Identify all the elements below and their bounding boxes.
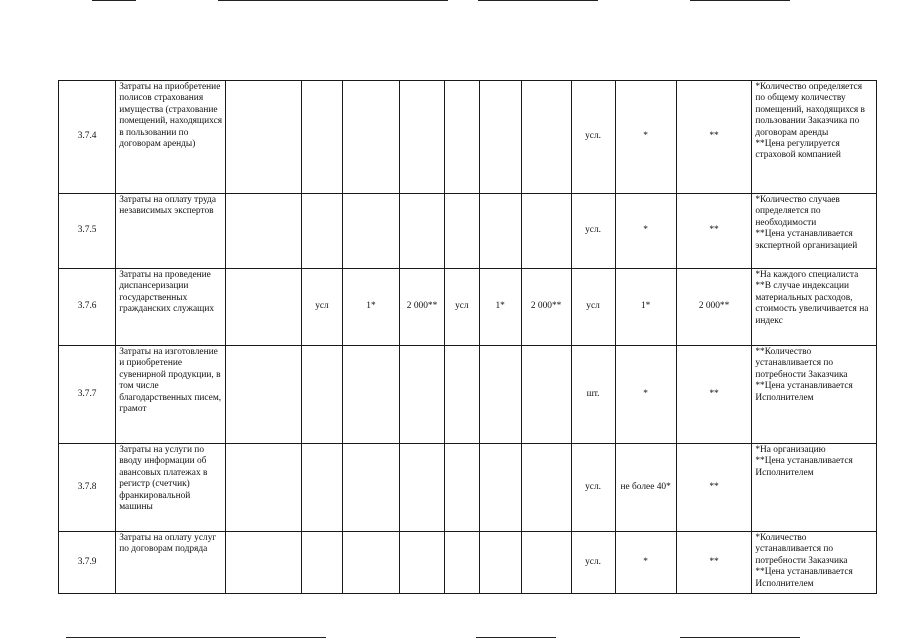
note-cell xyxy=(752,269,877,346)
empty-cell xyxy=(226,532,302,594)
quantity-cell-2 xyxy=(479,194,521,269)
row-number: 3.7.7 xyxy=(59,346,116,444)
note-cell xyxy=(752,346,877,444)
top-edge-line-right xyxy=(478,0,598,1)
empty-cell xyxy=(226,444,302,532)
unit-cell-3: усл. xyxy=(571,81,615,194)
note-text: **Количество устанавливается по потребности Заказчика **Цена устанавливается Исполнителем xyxy=(755,347,853,403)
price-cell-1: 2 000** xyxy=(400,269,445,346)
price-cell-2 xyxy=(521,532,571,594)
empty-cell xyxy=(226,346,302,444)
cost-norms-table xyxy=(58,80,877,594)
quantity-cell-3: * xyxy=(615,346,676,444)
table-row xyxy=(59,444,877,532)
empty-cell xyxy=(226,269,302,346)
price-cell-2 xyxy=(521,346,571,444)
note-cell xyxy=(752,444,877,532)
note-text: *Количество устанавливается по потребности Заказчика **Цена устанавливается Исполнителем xyxy=(755,533,853,589)
unit-cell-3: шт. xyxy=(571,346,615,444)
quantity-cell-1 xyxy=(342,81,399,194)
note-cell xyxy=(752,532,877,594)
quantity-cell-2 xyxy=(479,81,521,194)
unit-cell-3: усл. xyxy=(571,194,615,269)
quantity-cell-2 xyxy=(479,346,521,444)
price-cell-3: ** xyxy=(676,194,752,269)
unit-cell-2: усл xyxy=(444,269,479,346)
table-row xyxy=(59,81,877,194)
quantity-cell-3: * xyxy=(615,81,676,194)
note-cell xyxy=(752,81,877,194)
quantity-cell-1 xyxy=(342,532,399,594)
unit-cell-2 xyxy=(444,346,479,444)
note-text: *Количество определяется по общему количеству помещений, находящихся в пользовании Заказчика по договорам аренды **Цена регулируется страховой компанией xyxy=(755,82,865,161)
price-cell-1 xyxy=(400,81,445,194)
price-cell-1 xyxy=(400,444,445,532)
quantity-cell-1 xyxy=(342,346,399,444)
unit-cell-3: усл. xyxy=(571,444,615,532)
quantity-cell-1 xyxy=(342,444,399,532)
quantity-cell-2: 1* xyxy=(479,269,521,346)
note-text: *На организацию **Цена устанавливается Исполнителем xyxy=(755,445,853,478)
price-cell-3: 2 000** xyxy=(676,269,752,346)
table-body xyxy=(59,81,877,594)
price-cell-1 xyxy=(400,532,445,594)
price-cell-3: ** xyxy=(676,346,752,444)
price-cell-1 xyxy=(400,346,445,444)
note-text: *Количество случаев определяется по необходимости **Цена устанавливается экспертной организацией xyxy=(755,195,858,251)
table-row xyxy=(59,194,877,269)
cost-item-name: Затраты на проведение диспансеризации государственных гражданских служащих xyxy=(116,269,226,346)
empty-cell xyxy=(226,81,302,194)
price-cell-2 xyxy=(521,194,571,269)
price-cell-2 xyxy=(521,444,571,532)
unit-cell-3: усл. xyxy=(571,532,615,594)
quantity-cell-1 xyxy=(342,194,399,269)
unit-cell-2 xyxy=(444,81,479,194)
note-text: *На каждого специалиста **В случае индексации материальных расходов, стоимость увеличивается на индекс xyxy=(755,270,869,326)
quantity-cell-3: не более 40* xyxy=(615,444,676,532)
price-cell-3: ** xyxy=(676,444,752,532)
table-row xyxy=(59,346,877,444)
unit-cell-1 xyxy=(302,444,343,532)
cost-item-name: Затраты на приобретение полисов страхования имущества (страхование помещений, находящихся в пользовании по договорам аренды) xyxy=(116,81,226,194)
unit-cell-1 xyxy=(302,346,343,444)
unit-cell-1 xyxy=(302,194,343,269)
price-cell-3: ** xyxy=(676,81,752,194)
quantity-cell-3: 1* xyxy=(615,269,676,346)
unit-cell-1 xyxy=(302,532,343,594)
price-cell-3: ** xyxy=(676,532,752,594)
top-edge-line-far-right xyxy=(690,0,790,1)
bottom-edge-line-middle xyxy=(476,637,556,638)
quantity-cell-2 xyxy=(479,444,521,532)
table-row xyxy=(59,532,877,594)
row-number: 3.7.5 xyxy=(59,194,116,269)
unit-cell-3: усл xyxy=(571,269,615,346)
top-edge-line-left xyxy=(92,0,136,1)
top-edge-line-middle xyxy=(218,0,448,1)
bottom-edge-line-left xyxy=(66,637,326,638)
cost-item-name: Затраты на услуги по вводу информации об авансовых платежах в регистр (счетчик) франкировальной машины xyxy=(116,444,226,532)
unit-cell-1: усл xyxy=(302,269,343,346)
cost-item-name: Затраты на оплату труда независимых экспертов xyxy=(116,194,226,269)
cost-item-name: Затраты на оплату услуг по договорам подряда xyxy=(116,532,226,594)
bottom-edge-line-right xyxy=(680,637,800,638)
row-number: 3.7.9 xyxy=(59,532,116,594)
note-cell xyxy=(752,194,877,269)
quantity-cell-1: 1* xyxy=(342,269,399,346)
unit-cell-2 xyxy=(444,444,479,532)
price-cell-1 xyxy=(400,194,445,269)
quantity-cell-2 xyxy=(479,532,521,594)
table-row xyxy=(59,269,877,346)
cost-item-name: Затраты на изготовление и приобретение сувенирной продукции, в том числе благодарственных писем, грамот xyxy=(116,346,226,444)
unit-cell-2 xyxy=(444,194,479,269)
row-number: 3.7.4 xyxy=(59,81,116,194)
row-number: 3.7.6 xyxy=(59,269,116,346)
price-cell-2 xyxy=(521,81,571,194)
unit-cell-1 xyxy=(302,81,343,194)
row-number: 3.7.8 xyxy=(59,444,116,532)
price-cell-2: 2 000** xyxy=(521,269,571,346)
unit-cell-2 xyxy=(444,532,479,594)
quantity-cell-3: * xyxy=(615,194,676,269)
empty-cell xyxy=(226,194,302,269)
quantity-cell-3: * xyxy=(615,532,676,594)
